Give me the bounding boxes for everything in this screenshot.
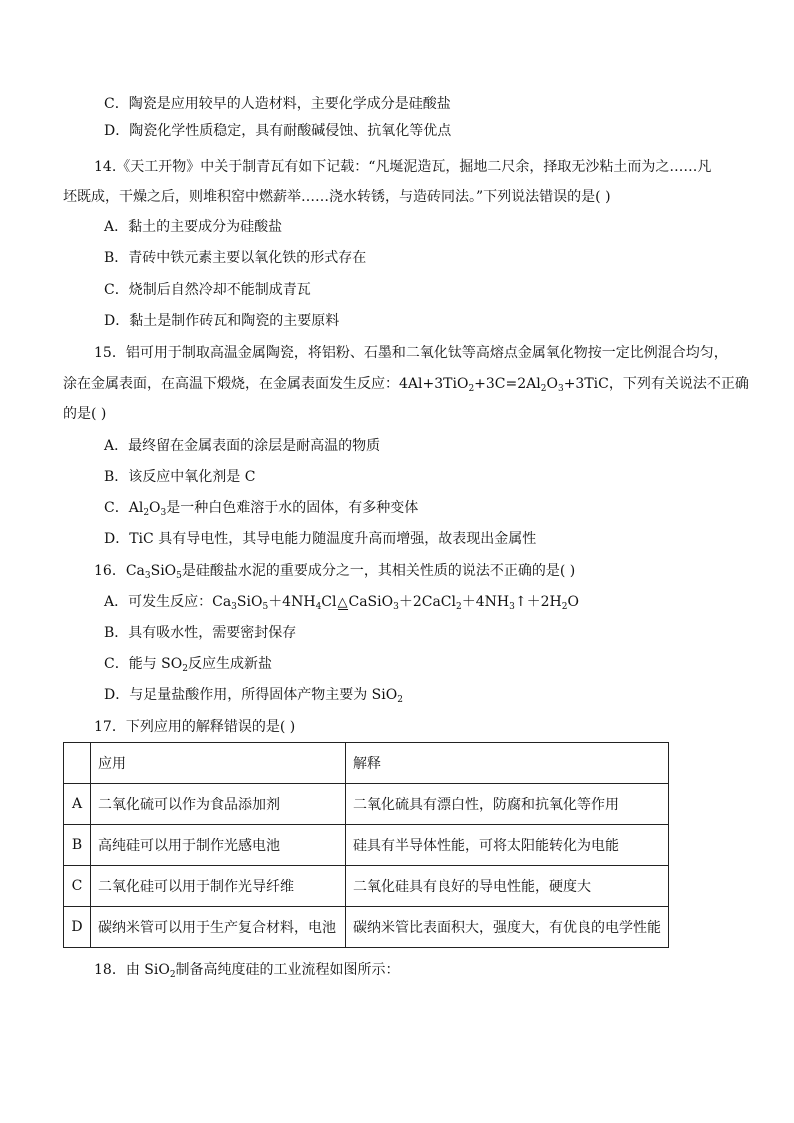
table-cell-application: 高纯硅可以用于制作光感电池 <box>91 825 346 866</box>
table-header-application: 应用 <box>91 743 346 784</box>
table-cell-option: C <box>64 866 91 907</box>
table-cell-application: 二氧化硅可以用于制作光导纤维 <box>91 866 346 907</box>
q15-option-a: A．最终留在金属表面的涂层是耐高温的物质 <box>104 438 381 454</box>
q14-option-d: D．黏土是制作砖瓦和陶瓷的主要原料 <box>104 313 340 329</box>
heat-delta-symbol: △ <box>337 595 348 610</box>
q15-option-c: C．$Al_2O_3$是一种白色难溶于水的固体，有多种变体 <box>104 500 419 518</box>
table-cell-option: B <box>64 825 91 866</box>
table-row <box>64 907 669 948</box>
q14-option-a: A．黏土的主要成分为硅酸盐 <box>104 219 283 235</box>
q15-option-d: D．TiC 具有导电性，其导电能力随温度升高而增强，故表现出金属性 <box>104 531 537 547</box>
q17-stem: 17．下列应用的解释错误的是( ) <box>94 719 296 735</box>
q14-stem-line2: 坯既成，干燥之后，则堆积窑中燃薪举……浇水转锈，与造砖同法。”下列说法错误的是( ) <box>63 189 611 205</box>
table-row <box>64 866 669 907</box>
table-cell-application: 二氧化硫可以作为食品添加剂 <box>91 784 346 825</box>
q14-option-c: C．烧制后自然冷却不能制成青瓦 <box>104 282 311 298</box>
q14-stem-line1: 14.《天工开物》中关于制青瓦有如下记载：“凡埏泥造瓦，掘地二尺余，择取无沙粘土而为之……凡 <box>94 159 712 175</box>
table-cell-explanation: 二氧化硫具有漂白性，防腐和抗氧化等作用 <box>346 784 669 825</box>
table-cell <box>64 743 91 784</box>
q15-stem-line1: 15．铝可用于制取高温金属陶瓷，将铝粉、石墨和二氧化钛等高熔点金属氧化物按一定比例混合均匀， <box>94 345 728 361</box>
q15-stem-line2: 涂在金属表面，在高温下煅烧，在金属表面发生反应：$4Al+3TiO_2+3C=2Al_2O_3+3TiC$，下列有关说法不正确 <box>63 376 749 394</box>
q16-option-c: C．能与 $SO_2$反应生成新盐 <box>104 656 272 674</box>
table-cell-option: A <box>64 784 91 825</box>
q16-option-d: D．与足量盐酸作用，所得固体产物主要为 SiO$_2$ <box>104 687 403 705</box>
table-cell-explanation: 二氧化硅具有良好的导电性能，硬度大 <box>346 866 669 907</box>
q16-option-b: B．具有吸水性，需要密封保存 <box>104 625 297 641</box>
q13-option-d: D．陶瓷化学性质稳定，具有耐酸碱侵蚀、抗氧化等优点 <box>104 123 452 139</box>
table-header-explanation: 解释 <box>346 743 669 784</box>
table-cell-option: D <box>64 907 91 948</box>
table-cell-application: 碳纳米管可以用于生产复合材料，电池 <box>91 907 346 948</box>
q16-option-a: A．可发生反应：$Ca_3SiO_5+4NH_4Cl\triangle CaSiO_3+2CaCl_2+4NH_3↑+2H_2O$ <box>104 594 579 612</box>
q16-stem: 16．$Ca_3SiO_5$是硅酸盐水泥的重要成分之一，其相关性质的说法不正确的是( ) <box>94 563 576 581</box>
table-row <box>64 825 669 866</box>
q13-option-c: C．陶瓷是应用较早的人造材料，主要化学成分是硅酸盐 <box>104 96 451 112</box>
q15-stem-line3: 的是( ) <box>63 406 107 422</box>
q14-option-b: B．青砖中铁元素主要以氧化铁的形式存在 <box>104 250 367 266</box>
q15-option-b: B．该反应中氧化剂是 C <box>104 469 256 485</box>
table-cell-explanation: 硅具有半导体性能，可将太阳能转化为电能 <box>346 825 669 866</box>
q17-answer-table <box>63 742 669 948</box>
table-header-row <box>64 743 669 784</box>
table-cell-explanation: 碳纳米管比表面积大，强度大，有优良的电学性能 <box>346 907 669 948</box>
q18-stem: 18．由 SiO$_2$制备高纯度硅的工业流程如图所示： <box>94 962 400 980</box>
table-row <box>64 784 669 825</box>
